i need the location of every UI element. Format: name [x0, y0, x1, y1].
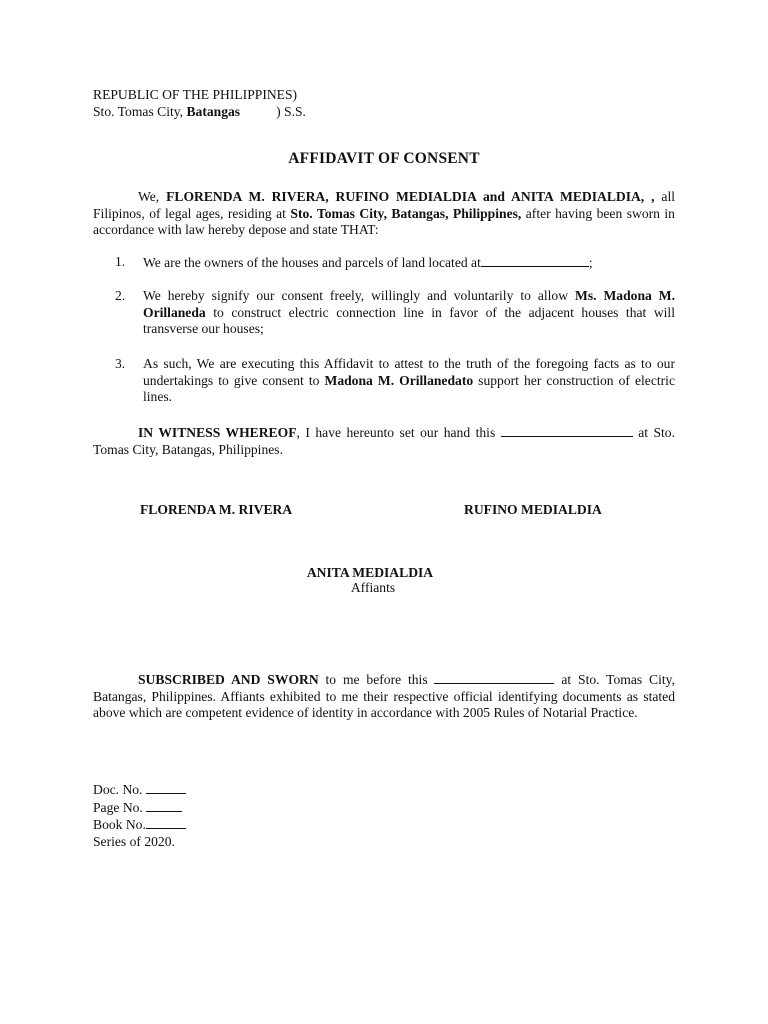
doc-no-blank [146, 781, 186, 794]
intro-mid: all Filipinos, of legal ages, residing at [93, 189, 675, 221]
list-item-name: Ms. Madona M. Orillaneda [143, 288, 675, 320]
page-no-blank [146, 799, 182, 812]
location-blank [481, 254, 589, 267]
signatory-anita: ANITA MEDIALDIA [306, 565, 434, 580]
list-item-text: We are the owners of the houses and parcels of land located at [143, 255, 481, 270]
page-no [93, 799, 186, 817]
intro-affiants: FLORENDA M. RIVERA, RUFINO MEDIALDIA and ANITA MEDIALDIA, , [166, 189, 655, 204]
list-item-text: to construct electric connection line in favor of the adjacent houses that will transverse our houses; [143, 304, 675, 337]
jurat-lead: SUBSCRIBED AND SWORN [138, 672, 319, 687]
book-no [93, 816, 186, 834]
witness-text: , I have hereunto set our hand this [296, 425, 501, 440]
list-number: 3. [115, 356, 126, 371]
list-number: 1. [115, 254, 126, 269]
venue-country: REPUBLIC OF THE PHILIPPINES) [93, 87, 298, 102]
document-title: AFFIDAVIT OF CONSENT [288, 150, 480, 167]
list-item-1 [115, 254, 675, 272]
intro-address: Sto. Tomas City, Batangas, Philippines, [290, 205, 522, 221]
list-item-text: As such, We are executing this Affidavit to attest to the truth of the foregoing facts as to our undertakings to give consent to [143, 356, 675, 388]
book-no-label: Book No. [93, 817, 146, 833]
jurat-text: at Sto. Tomas City, Batangas, Philippines. Affiants exhibited to me their respective official identifying documents as stated above which are competent evidence of identity in accordance with 2005 Rules of Notarial Practice. [93, 672, 675, 721]
venue-city-line [93, 104, 306, 121]
list-item-tail: ; [588, 255, 593, 270]
book-no-blank [146, 816, 186, 829]
doc-no [93, 781, 186, 799]
signatory-florenda: FLORENDA M. RIVERA [140, 502, 293, 517]
list-item-text: We hereby signify our consent freely, willingly and voluntarily to allow [143, 288, 575, 303]
jurat-text: to me before this [318, 672, 435, 687]
venue-city: Sto. Tomas City, [93, 103, 187, 119]
list-item-name: Madona M. Orillanedato [324, 372, 474, 388]
intro-rest: after having been sworn in accordance with law hereby depose and state THAT: [93, 205, 675, 238]
witness-text: at Sto. Tomas City, Batangas, Philippines. [93, 425, 676, 457]
list-number: 2. [115, 288, 126, 303]
list-item-text: support her construction of electric lines. [143, 372, 675, 405]
list-item-3 [115, 356, 675, 406]
witness-paragraph [93, 424, 675, 458]
affiants-caption: Affiants [350, 580, 396, 595]
list-item-2 [115, 288, 675, 338]
venue-ss: ) S.S. [276, 103, 306, 119]
intro-we: We, [138, 189, 167, 204]
date-blank [501, 424, 633, 437]
series-year: Series of 2020. [93, 833, 175, 849]
signatory-rufino: RUFINO MEDIALDIA [464, 502, 602, 517]
intro-paragraph [93, 189, 675, 239]
venue-province: Batangas [186, 103, 241, 119]
page-no-label: Page No. [93, 799, 147, 815]
venue-block [93, 87, 306, 120]
date-blank [434, 671, 554, 684]
jurat-paragraph [93, 671, 675, 722]
doc-no-label: Doc. No. [93, 782, 146, 797]
notarial-register [93, 781, 186, 850]
witness-lead: IN WITNESS WHEREOF [138, 425, 297, 440]
